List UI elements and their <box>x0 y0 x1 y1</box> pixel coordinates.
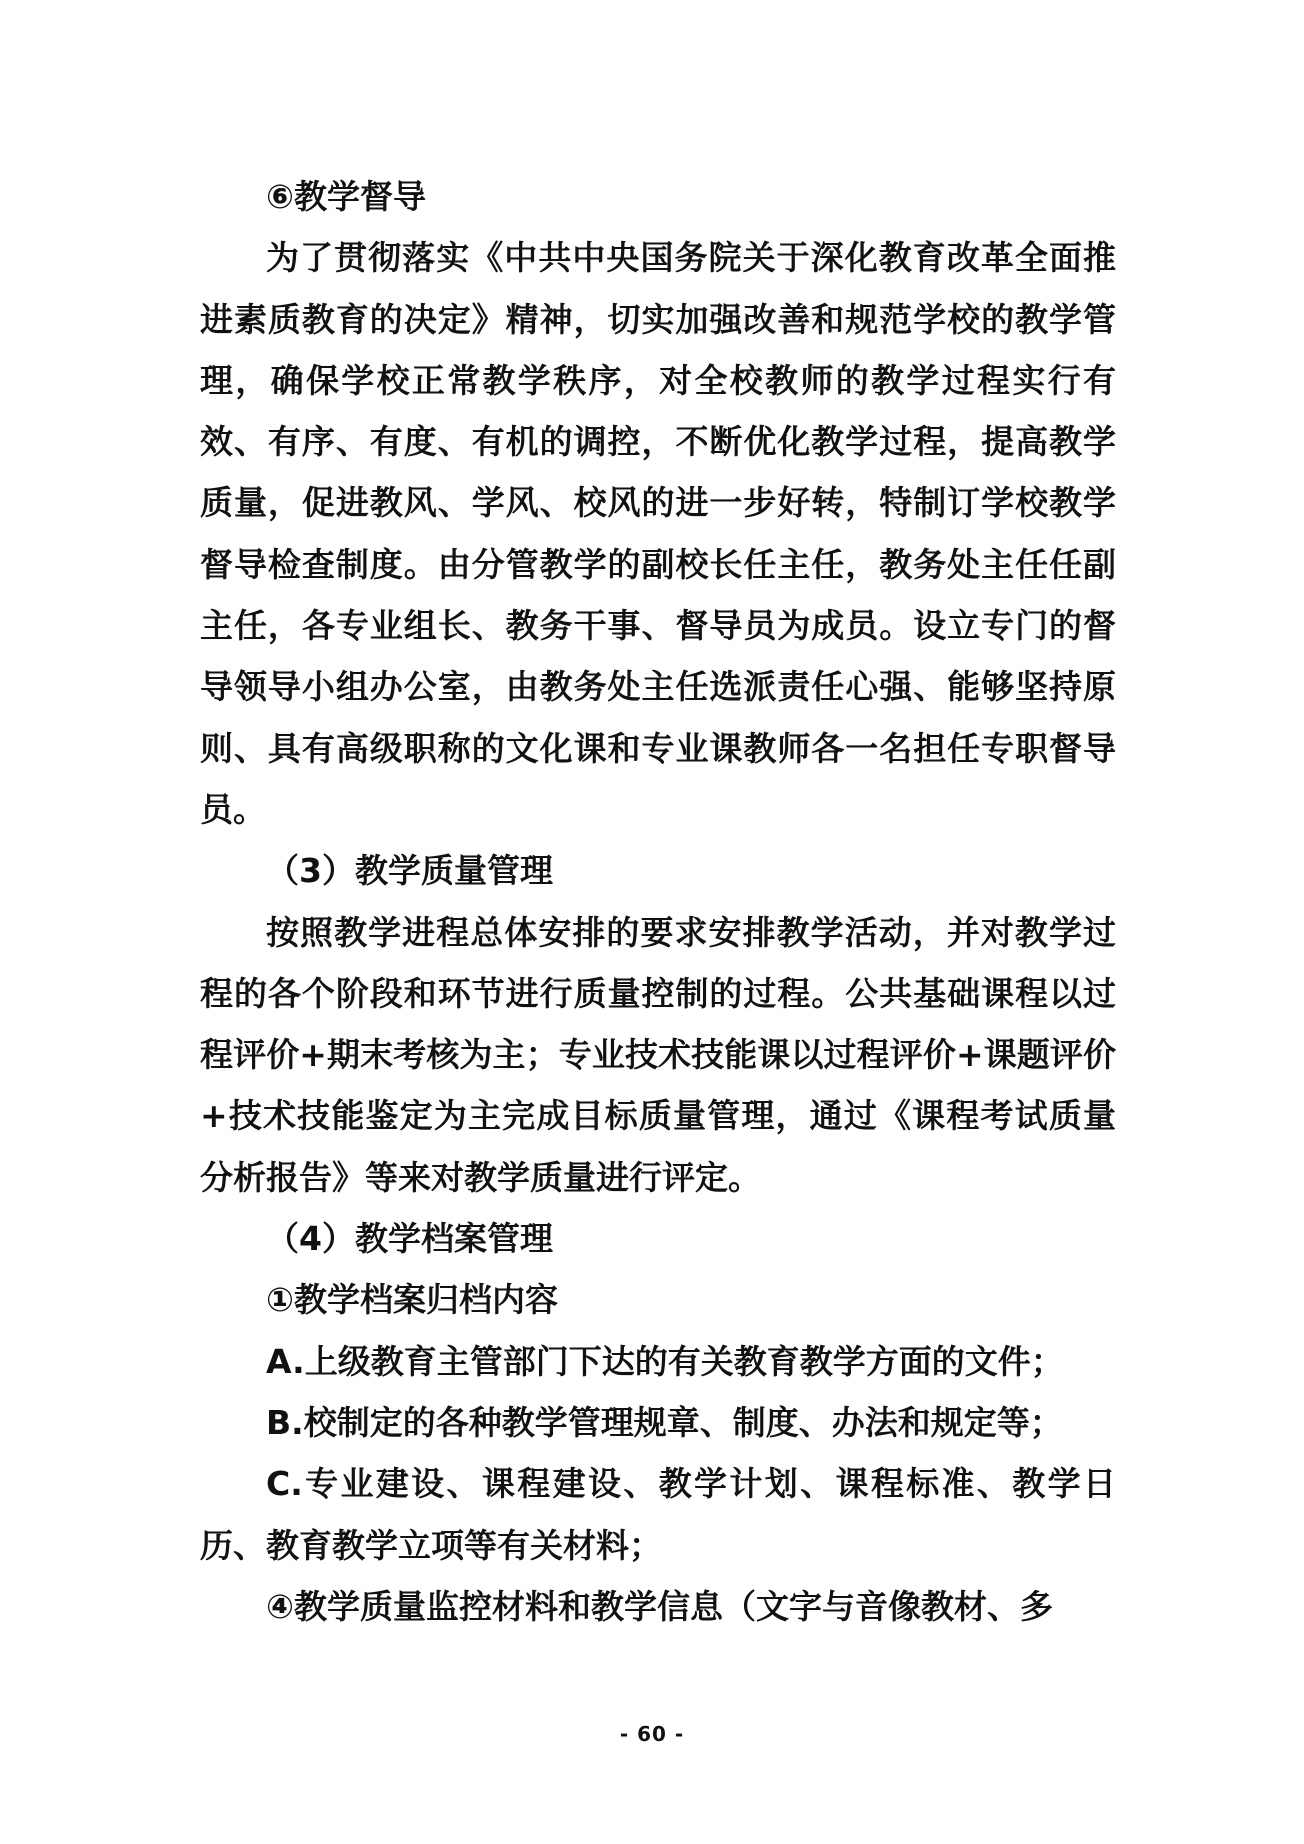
paragraph-teaching-supervision: 为了贯彻落实《中共中央国务院关于深化教育改革全面推进素质教育的决定》精神，切实加强改善和规范学校的教学管理，确保学校正常教学秩序，对全校教师的教学过程实行有效、有序、有度、有机的调控，不断优化教学过程，提高教学质量，促进教风、学风、校风的进一步好转，特制订学校教学督导检查制度。由分管教学的副校长任主任，教务处主任任副主任，各专业组长、教务干事、督导员为成员。设立专门的督导领导小组办公室，由教务处主任选派责任心强、能够坚持原则、具有高级职称的文化课和专业课教师各一名担任专职督导员。 <box>200 238 1116 829</box>
section-heading-teaching-quality: （3）教学质量管理 <box>266 851 553 891</box>
page-body <box>200 166 1116 1637</box>
list-item-a: A.上级教育主管部门下达的有关教育教学方面的文件； <box>266 1341 1064 1381</box>
list-item-d: ④教学质量监控材料和教学信息（文字与音像教材、多 <box>266 1586 1053 1626</box>
section-heading-teaching-supervision: ⑥教学督导 <box>266 177 426 216</box>
list-item-b: B.校制定的各种教学管理规章、制度、办法和规定等； <box>266 1402 1063 1442</box>
section-heading-teaching-archive: （4）教学档案管理 <box>266 1219 553 1259</box>
paragraph-teaching-quality: 按照教学进程总体安排的要求安排教学活动，并对教学过程的各个阶段和环节进行质量控制的过程。公共基础课程以过程评价+期末考核为主；专业技术技能课以过程评价+课题评价+技术技能鉴定为主完成目标质量管理，通过《课程考试质量分析报告》等来对教学质量进行评定。 <box>200 912 1116 1197</box>
list-item-c: C.专业建设、课程建设、教学计划、课程标准、教学日历、教育教学立项等有关材料； <box>200 1464 1116 1565</box>
page-number: - 60 - <box>619 1722 685 1746</box>
subsection-heading-archive-content: ①教学档案归档内容 <box>266 1280 558 1320</box>
